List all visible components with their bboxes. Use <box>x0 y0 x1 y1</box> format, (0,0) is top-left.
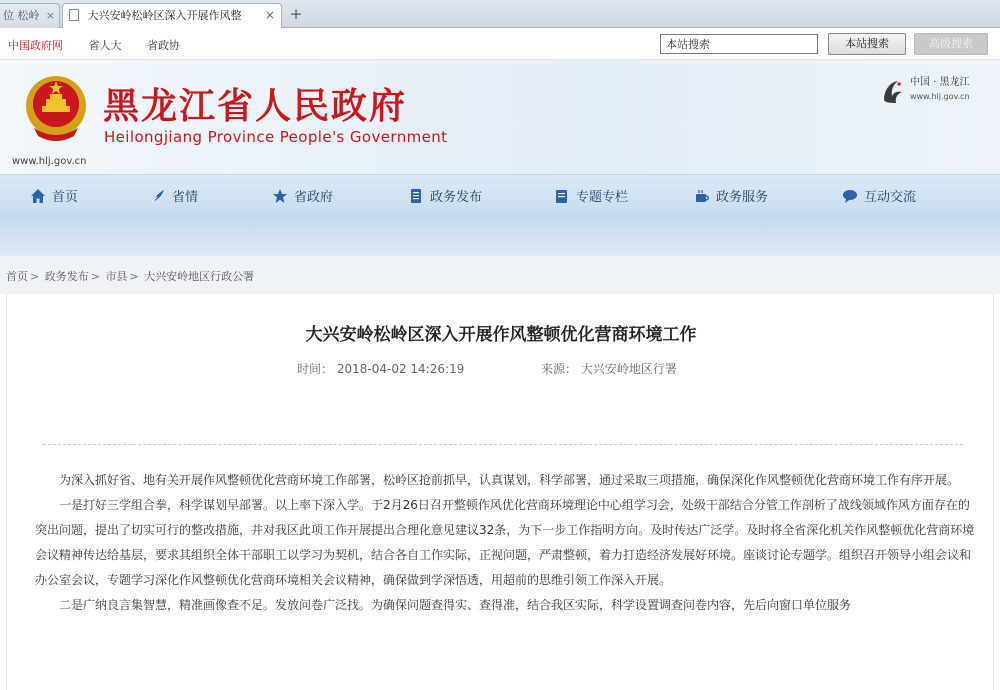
document-icon <box>69 9 79 21</box>
link-gov-cn[interactable]: 中国政府网 <box>8 39 63 52</box>
divider <box>43 444 963 445</box>
top-links-bar <box>0 28 1000 60</box>
breadcrumb-current[interactable]: 大兴安岭地区行政公署 <box>144 270 255 283</box>
article <box>6 294 994 690</box>
source-label: 来源： <box>541 362 578 376</box>
main-nav <box>0 174 1000 214</box>
breadcrumb-releases[interactable]: 政务发布 <box>44 270 89 283</box>
advanced-search-button[interactable]: 高级搜索 <box>914 33 988 55</box>
nav-item-government[interactable] <box>272 186 333 205</box>
chat-icon <box>842 188 858 204</box>
nav-label: 省政府 <box>294 190 334 205</box>
nav-item-releases[interactable] <box>408 186 482 205</box>
nav-label: 政务服务 <box>716 190 769 205</box>
star-icon <box>272 188 288 204</box>
source-value: 大兴安岭地区行署 <box>580 362 677 376</box>
site-title: 黑龙江省人民政府 <box>103 86 408 127</box>
nav-label: 首页 <box>52 190 79 205</box>
search-input[interactable] <box>660 34 818 54</box>
nav-label: 政务发布 <box>430 190 483 205</box>
tab-label: 位 松岭 <box>3 9 40 22</box>
link-cppcc[interactable]: 省政协 <box>147 39 180 52</box>
close-icon[interactable]: × <box>264 8 275 22</box>
national-emblem-icon[interactable] <box>20 72 92 144</box>
article-source <box>541 360 677 377</box>
dragon-logo-icon <box>878 76 908 106</box>
time-label: 时间： <box>297 362 334 376</box>
nav-label: 互动交流 <box>864 190 917 205</box>
article-body <box>35 468 975 618</box>
browser-tab-inactive[interactable] <box>0 3 60 28</box>
browser-tab-strip <box>0 0 1000 28</box>
nav-item-topics[interactable] <box>554 186 628 205</box>
service-icon <box>694 188 710 204</box>
tab-label: 大兴安岭松岭区深入开展作风整 <box>87 9 242 22</box>
breadcrumb: 首页 > 政务发布 > 市县 > 大兴安岭地区行政公署 <box>6 270 255 283</box>
nav-item-services[interactable] <box>694 186 768 205</box>
folder-icon <box>554 188 570 204</box>
nav-label: 专题专栏 <box>576 190 629 205</box>
link-npc[interactable]: 省人大 <box>88 39 122 52</box>
nav-item-home[interactable] <box>30 186 78 205</box>
browser-tab-active[interactable] <box>62 3 282 29</box>
breadcrumb-bar <box>0 256 1000 294</box>
search-button[interactable]: 本站搜索 <box>828 33 906 55</box>
time-value: 2018-04-02 14:26:19 <box>336 362 465 376</box>
close-icon[interactable]: × <box>45 9 55 22</box>
header-decoration-band <box>0 214 1000 256</box>
site-title-english: Heilongjiang Province People's Government <box>104 128 448 146</box>
home-icon <box>30 188 46 204</box>
paragraph: 为深入抓好省、地有关开展作风整顿优化营商环境工作部署，松岭区抢前抓早，认真谋划，科学部署，通过采取三项措施，确保深化作风整顿优化营商环境工作有序开展。 <box>59 473 960 487</box>
breadcrumb-counties[interactable]: 市县 <box>105 270 128 283</box>
region-url: www.hlj.gov.cn <box>910 92 970 101</box>
header-right-text <box>910 76 970 104</box>
top-links <box>8 37 202 53</box>
nav-label: 省情 <box>172 190 199 205</box>
article-title: 大兴安岭松岭区深入开展作风整顿优化营商环境工作 <box>305 325 697 345</box>
site-url: www.hlj.gov.cn <box>12 156 87 167</box>
region-label: 中国 · 黑龙江 <box>910 77 970 88</box>
nav-item-province-info[interactable] <box>150 186 198 205</box>
paragraph: 二是广纳良言集智慧，精准画像查不足。发放问卷广泛找。为确保问题查得实、查得准，结合我区实际，科学设置调查问卷内容，先后向窗口单位服务 <box>59 598 852 612</box>
document-icon <box>408 188 424 204</box>
nav-item-interaction[interactable] <box>842 186 916 205</box>
paragraph: 一是打好三学组合拳，科学谋划早部署。以上率下深入学。于2月26日召开整顿作风优化营商环境理论中心组学习会，处级干部结合分管工作剖析了战线领域作风方面存在的突出问题，提出了切实可行的整改措施，并对我区此项工作开展提出合理化意见建议32条，为下一步工作指明方向。及时传达广泛学。及时将全省深化机关作风整顿优化营商环境会议精神传达给基层，要求其组织全体干部职工以学习为契机，结合各自工作实际，正视问题，严肃整顿，着力打造经济发展好环境。座谈讨论专题学。组织召开领导小组会议和办公室会议，专题学习深化作风整顿优化营商环境相关会议精神，确保做到学深悟透，用超前的思维引领工作深入开展。 <box>35 498 975 587</box>
new-tab-button[interactable]: + <box>289 5 303 23</box>
article-time <box>297 360 464 377</box>
feather-icon <box>150 188 166 204</box>
breadcrumb-home[interactable]: 首页 <box>6 270 28 283</box>
